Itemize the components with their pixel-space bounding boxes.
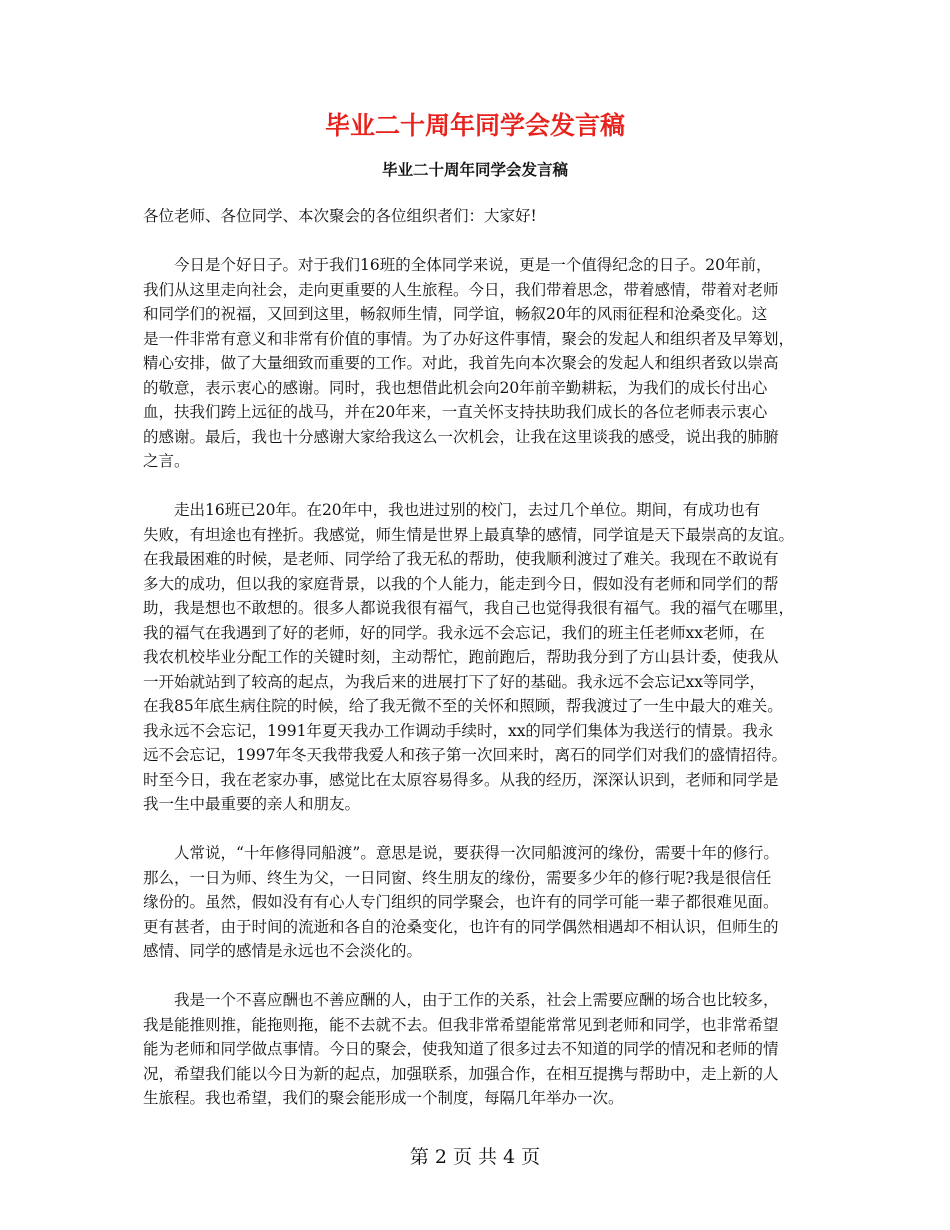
text-line: 时至今日，我在老家办事，感觉比在太原容易得多。从我的经历，深深认识到，老师和同学是 xyxy=(143,770,779,789)
paragraph-2 xyxy=(143,498,810,817)
text-line: 我的福气在我遇到了好的老师，好的同学。我永远不会忘记，我们的班主任老师xx老师，在 xyxy=(143,623,765,642)
text-line: 在我85年底生病住院的时候，给了我无微不至的关怀和照顾，帮我渡过了一生中最大的难关。 xyxy=(143,697,783,715)
text-line: 在我最困难的时候，是老师、同学给了我无私的帮助，使我顺利渡过了难关。我现在不敢说有 xyxy=(143,550,779,568)
text-line: 我农机校毕业分配工作的关键时刻，主动帮忙，跑前跑后，帮助我分到了方山县计委，使我从 xyxy=(143,648,779,666)
text-line: 感情、同学的感情是永远也不会淡化的。 xyxy=(143,942,423,960)
text-line: 之言。 xyxy=(143,452,190,470)
text-line: 是一件非常有意义和非常有价值的事情。为了办好这件事情，聚会的发起人和组织者及早筹划， xyxy=(143,329,795,348)
text-line: 况，希望我们能以今日为新的起点，加强联系，加强合作，在相互提携与帮助中，走上新的人 xyxy=(143,1064,779,1083)
text-line: 血，扶我们跨上远征的战马，并在20年来，一直关怀支持扶助我们成长的各位老师表示衷心 xyxy=(143,403,768,421)
text-line: 人常说，“十年修得同船渡”。意思是说，要获得一次同船渡河的缘份，需要十年的修行。 xyxy=(174,844,779,862)
greeting-line: 各位老师、各位同学、本次聚会的各位组织者们：大家好! xyxy=(143,207,537,225)
paragraph-3 xyxy=(143,841,810,964)
text-line: 生旅程。我也希望，我们的聚会能形成一个制度，每隔几年举办一次。 xyxy=(143,1089,624,1107)
text-line: 远不会忘记，1997年冬天我带我爱人和孩子第一次回来时，离石的同学们对我们的盛情招待。 xyxy=(143,746,787,764)
text-line: 助，我是想也不敢想的。很多人都说我很有福气，我自己也觉得我很有福气。我的福气在哪里， xyxy=(143,599,795,617)
text-line: 更有甚者，由于时间的流逝和各自的沧桑变化，也许有的同学偶然相遇却不相认识，但师生的 xyxy=(143,917,779,936)
text-line: 我一生中最重要的亲人和朋友。 xyxy=(143,795,361,813)
text-line: 那么，一日为师、终生为父，一日同窗、终生朋友的缘份，需要多少年的修行呢?我是很信任 xyxy=(143,868,772,887)
text-line: 多大的成功，但以我的家庭背景，以我的个人能力，能走到今日，假如没有老师和同学们的帮 xyxy=(143,574,779,593)
document-body xyxy=(143,204,810,1135)
text-line: 我是能推则推，能拖则拖，能不去就不去。但我非常希望能常常见到老师和同学，也非常希望 xyxy=(143,1015,779,1034)
text-line: 一开始就站到了较高的起点，为我后来的进展打下了好的基础。我永远不会忘记xx等同学， xyxy=(143,672,765,691)
document-subtitle: 毕业二十周年同学会发言稿 xyxy=(381,161,568,179)
text-line: 走出16班已20年。在20年中，我也进过别的校门，去过几个单位。期间，有成功也有 xyxy=(174,501,761,519)
text-line: 今日是个好日子。对于我们16班的全体同学来说，更是一个值得纪念的日子。20年前， xyxy=(174,256,772,274)
paragraph-4 xyxy=(143,988,810,1111)
text-line: 能为老师和同学做点事情。今日的聚会，使我知道了很多过去不知道的同学的情况和老师的情 xyxy=(143,1040,779,1058)
text-line: 失败，有坦途也有挫折。我感觉，师生情是世界上最真挚的感情，同学谊是天下最崇高的友谊。 xyxy=(143,525,795,544)
text-line: 和同学们的祝福，又回到这里，畅叙师生情，同学谊，畅叙20年的风雨征程和沧桑变化。这 xyxy=(143,305,768,323)
text-line: 的感谢。最后，我也十分感谢大家给我这么一次机会，让我在这里谈我的感受，说出我的肺腑 xyxy=(143,427,779,446)
paragraph-1 xyxy=(143,253,810,474)
text-line: 的敬意，表示衷心的感谢。同时，我也想借此机会向20年前辛勤耕耘，为我们的成长付出心 xyxy=(143,378,768,397)
text-line: 我们从这里走向社会，走向更重要的人生旅程。今日，我们带着思念，带着感情，带着对老师 xyxy=(143,280,779,299)
text-line: 我永远不会忘记，1991年夏天我办工作调动手续时，xx的同学们集体为我送行的情景。我永 xyxy=(143,721,774,740)
page-number: 第 2 页 共 4 页 xyxy=(409,1146,541,1168)
document-title: 毕业二十周年同学会发言稿 xyxy=(324,111,625,140)
text-line: 精心安排，做了大量细致而重要的工作。对此，我首先向本次聚会的发起人和组织者致以崇高 xyxy=(143,354,779,372)
text-line: 我是一个不喜应酬也不善应酬的人，由于工作的关系，社会上需要应酬的场合也比较多， xyxy=(174,991,779,1009)
text-line: 缘份的。虽然，假如没有有心人专门组织的同学聚会，也许有的同学可能一辈子都很难见面。 xyxy=(143,893,779,911)
